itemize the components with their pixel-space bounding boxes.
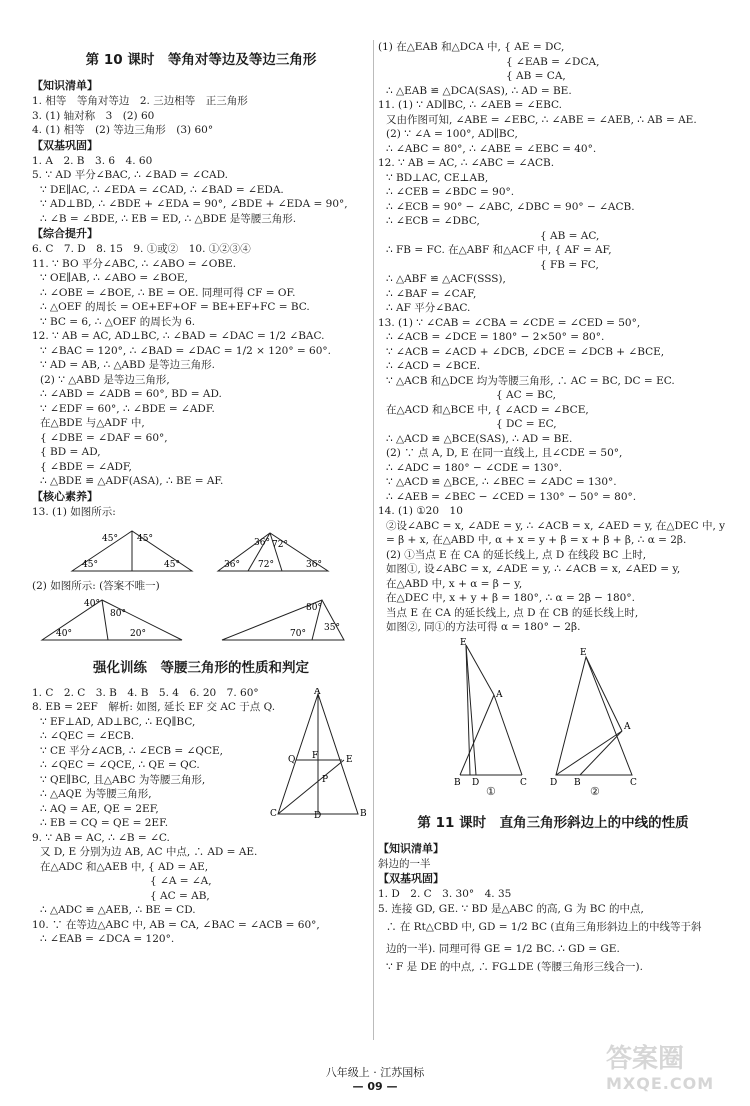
answer-line: ∴ ∠ABD = ∠ADB = 60°, BD = AD. (40, 388, 222, 400)
angle-label: 70° (290, 628, 306, 639)
answer-line: 3. (1) 轴对称 3 (2) 60 (32, 109, 155, 122)
answer-line: ∴ 在 Rt△CBD 中, GD = 1/2 BC (直角三角形斜边上的中线等于斜 (386, 921, 702, 933)
answer-line: 在△BDE 与△ADF 中, (40, 417, 145, 429)
watermark-url: MXQE.COM (606, 1074, 715, 1093)
figure-14 (378, 635, 718, 785)
section-knowledge-list: 【知识清单】 (32, 79, 98, 92)
answer-line: ∵ AD = AB, ∴ △ABD 是等边三角形. (40, 359, 215, 371)
page-number: — 09 — (352, 1080, 398, 1093)
point-label: B (574, 777, 581, 785)
point-label: F (312, 751, 319, 761)
answer-line: 1. A 2. B 3. 6 4. 60 (32, 154, 153, 167)
answer-line: ∴ ∠AEB = ∠BEC − ∠CED = 130° − 50° = 80°. (386, 490, 637, 503)
answer-line: ∴ ∠ABC = 80°, ∴ ∠ABE = ∠EBC = 40°. (386, 142, 597, 155)
figure-14-2-label: ② (590, 784, 600, 798)
footer-grade: 八年级上 · 江苏国标 (325, 1066, 425, 1079)
answer-line: ∴ ∠QEC = ∠QCE, ∴ QE = QC. (40, 759, 200, 771)
answer-line: 边的一半). 同理可得 GE = 1/2 BC. ∴ GD = GE. (386, 943, 620, 955)
answer-line: 在△ADC 和△AEB 中, { AD = AE, (40, 860, 209, 873)
answer-line: ∵ △ACD ≌ △BCE, ∴ ∠BEC = ∠ADC = 130°. (386, 476, 617, 488)
point-label: E (346, 755, 353, 765)
answer-line: ∵ △ACB 和△DCE 均为等腰三角形, ∴ AC = BC, DC = EC. (386, 374, 675, 387)
answer-line: ∵ AD⊥BD, ∴ ∠BDE + ∠EDA = 90°, ∠BDE + ∠EDA = 90°, (40, 198, 348, 210)
answer-line: { ∠BDE = ∠ADF, (40, 460, 132, 473)
point-label: E (460, 637, 467, 648)
answer-line: ∴ △ADC ≌ △AEB, ∴ BE = CD. (40, 904, 196, 916)
answer-line: ∵ EF⊥AD, AD⊥BC, ∴ EQ∥BC, (40, 715, 196, 728)
answer-line: ∴ △BDE ≌ △ADF(ASA), ∴ BE = AF. (40, 475, 224, 487)
answer-line: 12. ∵ AB = AC, ∴ ∠ABC = ∠ACB. (378, 157, 555, 169)
figure-14-row (378, 635, 728, 803)
answer-line: ∴ ∠OBE = ∠BOE, ∴ BE = OE. 同理可得 CF = OF. (40, 286, 296, 299)
answer-line: ∴ ∠ACD = ∠BCE. (386, 360, 481, 372)
point-label: D (472, 777, 480, 785)
answer-line: ∴ AQ = AE, QE = 2EF, (40, 802, 159, 815)
figure-13-1 (32, 519, 370, 575)
point-label: Q (288, 755, 296, 765)
answer-line: { DC = EC, (496, 418, 557, 430)
answer-line: (2) ∵ 点 A, D, E 在同一直线上, 且∠CDE = 50°, (386, 447, 623, 459)
answer-line: ∴ △ACD ≌ △BCE(SAS), ∴ AD = BE. (386, 432, 573, 445)
answer-line: 1. D 2. C 3. 30° 4. 35 (378, 888, 512, 900)
watermark-logo (606, 1044, 746, 1100)
point-label: C (270, 809, 277, 818)
point-label: D (550, 777, 558, 785)
answer-line: = β + x, 在△ABD 中, α + x = y + β = x + β + β, ∴ α = 2β. (386, 534, 687, 546)
answer-line: ∴ ∠ECB = 90° − ∠ABC, ∠DBC = 90° − ∠ACB. (386, 200, 635, 213)
reinforcement-title: 强化训练 等腰三角形的性质和判定 (93, 659, 309, 676)
answer-line: 8. EB = 2EF 解析: 如图, 延长 EF 交 AC 于点 Q. (32, 701, 276, 713)
answer-line: { BD = AD, (40, 446, 101, 458)
angle-label: 40° (84, 598, 100, 609)
section-basic-consolidation: 【双基巩固】 (32, 138, 98, 152)
figure-14-1 (454, 638, 527, 785)
answer-line: ∴ EB = CQ = QE = 2EF. (40, 817, 169, 829)
answer-line: { ∠EAB = ∠DCA, (506, 55, 600, 68)
answer-line: 13. (1) ∵ ∠CAB = ∠CBA = ∠CDE = ∠CED = 50°, (378, 316, 641, 329)
answer-line: { AB = AC, (540, 229, 600, 242)
angle-label: 36° (254, 538, 270, 548)
section-basic-consolidation: 【双基巩固】 (378, 872, 444, 885)
figure-14-1-label: ① (486, 784, 496, 798)
answer-line: ∴ ∠QEC = ∠ECB. (40, 730, 135, 742)
point-label: C (630, 777, 637, 785)
point-label: B (360, 809, 367, 818)
answer-line: ∴ ∠ACB = ∠DCE = 180° − 2×50° = 80°. (386, 331, 605, 343)
angle-label: 45° (164, 560, 180, 570)
angle-label: 45° (102, 534, 118, 544)
section-knowledge-list: 【知识清单】 (378, 841, 444, 855)
answer-line: 又 D, E 分别为边 AB, AC 中点, ∴ AD = AE. (40, 846, 258, 858)
answer-line: ∴ △OEF 的周长 = OE+EF+OF = BE+EF+FC = BC. (40, 301, 310, 313)
answer-line: ∵ BD⊥AC, CE⊥AB, (386, 171, 489, 184)
point-label: A (624, 721, 631, 732)
angle-label: 35° (324, 622, 340, 633)
point-label: D (314, 811, 322, 818)
angle-label: 80° (110, 608, 126, 619)
angle-label: 20° (130, 628, 146, 639)
angle-label: 36° (224, 560, 240, 570)
answer-line: { AC = AB, (150, 889, 210, 902)
angle-label: 40° (56, 628, 72, 639)
answer-line: 13. (1) 如图所示: (32, 505, 116, 518)
answer-line: { AC = BC, (496, 389, 557, 401)
answer-line: 在△ABD 中, x + α = β − y, (386, 577, 523, 590)
answer-line: ②设∠ABC = x, ∠ADE = y, ∴ ∠ACB = x, ∠AED = y, 在△DEC 中, y (386, 519, 726, 532)
answer-line: ∵ QE∥BC, 且△ABC 为等腰三角形, (40, 773, 206, 786)
answer-line: ∵ ∠ACB = ∠ACD + ∠DCB, ∠DCE = ∠DCB + ∠BCE, (386, 345, 665, 358)
answer-line: 6. C 7. D 8. 15 9. ①或② 10. ①②③④ (32, 243, 251, 255)
right-column (378, 40, 728, 975)
point-label: B (454, 777, 461, 785)
answer-line: ∵ BC = 6, ∴ △OEF 的周长为 6. (40, 315, 196, 328)
angle-label: 45° (82, 560, 98, 570)
answer-line: 在△ACD 和△BCE 中, { ∠ACD = ∠BCE, (386, 403, 589, 416)
answer-line: 12. ∵ AB = AC, AD⊥BC, ∴ ∠BAD = ∠DAC = 1/2 ∠BAC. (32, 330, 325, 342)
point-label: C (520, 777, 527, 785)
figure-13-2 (32, 594, 370, 644)
answer-line: ∵ F 是 DE 的中点, ∴ FG⊥DE (等腰三角形三线合一). (386, 961, 643, 973)
left-column (32, 40, 370, 947)
angle-label: 72° (258, 560, 274, 570)
point-label: P (322, 775, 329, 785)
answer-line: 5. ∵ AD 平分∠BAC, ∴ ∠BAD = ∠CAD. (32, 169, 228, 181)
point-label: A (314, 688, 321, 697)
answer-line: 如图①, 设∠ABC = x, ∠ADE = y, ∴ ∠ACB = x, ∠AED = y, (386, 563, 681, 575)
watermark-text: 答案圈 (606, 1044, 685, 1074)
angle-label: 45° (137, 534, 153, 544)
answer-line: 10. ∵ 在等边△ABC 中, AB = CA, ∠BAC = ∠ACB = 60°, (32, 918, 320, 931)
answer-line: ∴ ∠CEB = ∠BDC = 90°. (386, 186, 515, 198)
answer-line: (2) ①当点 E 在 CA 的延长线上, 点 D 在线段 BC 上时, (386, 548, 647, 561)
answer-line: ∴ AF 平分∠BAC. (386, 302, 471, 314)
answer-line: (2) ∵ △ABD 是等边三角形, (40, 373, 170, 386)
answer-line: 当点 E 在 CA 的延长线上, 点 D 在 CB 的延长线上时, (386, 606, 639, 619)
answer-line: ∴ ∠ADC = 180° − ∠CDE = 130°. (386, 461, 563, 474)
answer-line: 11. (1) ∵ AD∥BC, ∴ ∠AEB = ∠EBC. (378, 99, 562, 111)
answer-line: ∴ FB = FC. 在△ABF 和△ACF 中, { AF = AF, (386, 244, 612, 256)
angle-label: 72° (272, 540, 288, 550)
answer-line: ∴ △EAB ≌ △DCA(SAS), ∴ AD = BE. (386, 84, 572, 97)
answer-line: 又由作图可知, ∠ABE = ∠EBC, ∴ ∠ABE = ∠AEB, ∴ AB = AE. (386, 113, 697, 126)
answer-line: ∴ ∠B = ∠BDE, ∴ EB = ED, ∴ △BDE 是等腰三角形. (40, 212, 297, 225)
answer-line: 1. C 2. C 3. B 4. B 5. 4 6. 20 7. 60° (32, 686, 259, 699)
column-divider (373, 40, 374, 1040)
answer-line: 9. ∵ AB = AC, ∴ ∠B = ∠C. (32, 831, 170, 844)
answer-line: 14. (1) ①20 10 (378, 505, 463, 517)
section-core-literacy: 【核心素养】 (32, 489, 98, 503)
section-comprehensive: 【综合提升】 (32, 227, 98, 240)
answer-line: ∴ △AQE 为等腰三角形, (40, 788, 152, 800)
answer-line: 斜边的一半 (378, 857, 431, 870)
answer-line: { FB = FC, (540, 258, 599, 271)
answer-line: 如图②, 同①的方法可得 α = 180° − 2β. (386, 621, 581, 633)
point-label: E (580, 647, 587, 658)
point-label: A (496, 689, 503, 700)
lesson-11-title: 第 11 课时 直角三角形斜边上的中线的性质 (417, 814, 689, 831)
answer-line: (1) 在△EAB 和△DCA 中, { AE = DC, (378, 41, 565, 53)
answer-line: ∴ ∠EAB = ∠DCA = 120°. (40, 933, 175, 945)
answer-line: { ∠DBE = ∠DAF = 60°, (40, 431, 168, 444)
answer-line: ∵ CE 平分∠ACB, ∴ ∠ECB = ∠QCE, (40, 744, 224, 757)
answer-line: 5. 连接 GD, GE. ∵ BD 是△ABC 的高, G 为 BC 的中点, (378, 902, 644, 915)
answer-line: 在△DEC 中, x + y + β = 180°, ∴ α = 2β − 180°. (386, 592, 635, 604)
angle-label: 36° (306, 560, 322, 570)
answer-line: 11. ∵ BO 平分∠ABC, ∴ ∠ABO = ∠OBE. (32, 257, 237, 270)
answer-line: 1. 相等 等角对等边 2. 三边相等 正三角形 (32, 95, 248, 107)
figure-14-2 (550, 648, 637, 785)
answer-line: ∴ △ABF ≌ △ACF(SSS), (386, 273, 506, 285)
answer-line: (2) 如图所示: (答案不唯一) (32, 580, 160, 592)
angle-label: 80° (306, 602, 322, 613)
answer-line: ∵ ∠EDF = 60°, ∴ ∠BDE = ∠ADF. (40, 402, 215, 415)
answer-line: { AB = CA, (506, 70, 566, 82)
answer-line: ∵ ∠BAC = 120°, ∴ ∠BAD = ∠DAC = 1/2 × 120° = 60°. (40, 344, 331, 357)
answer-line: ∵ DE∥AC, ∴ ∠EDA = ∠CAD, ∴ ∠BAD = ∠EDA. (40, 183, 284, 196)
answer-line: { ∠A = ∠A, (150, 875, 212, 887)
answer-line: ∴ ∠ECB = ∠DBC, (386, 215, 480, 227)
figure-8 (268, 688, 368, 818)
answer-line: ∵ OE∥AB, ∴ ∠ABO = ∠BOE, (40, 272, 188, 284)
answer-line: 4. (1) 相等 (2) 等边三角形 (3) 60° (32, 124, 214, 136)
answer-line: ∴ ∠BAF = ∠CAF, (386, 287, 477, 300)
answer-line: (2) ∵ ∠A = 100°, AD∥BC, (386, 128, 518, 140)
lesson-10-title: 第 10 课时 等角对等边及等边三角形 (85, 52, 317, 68)
